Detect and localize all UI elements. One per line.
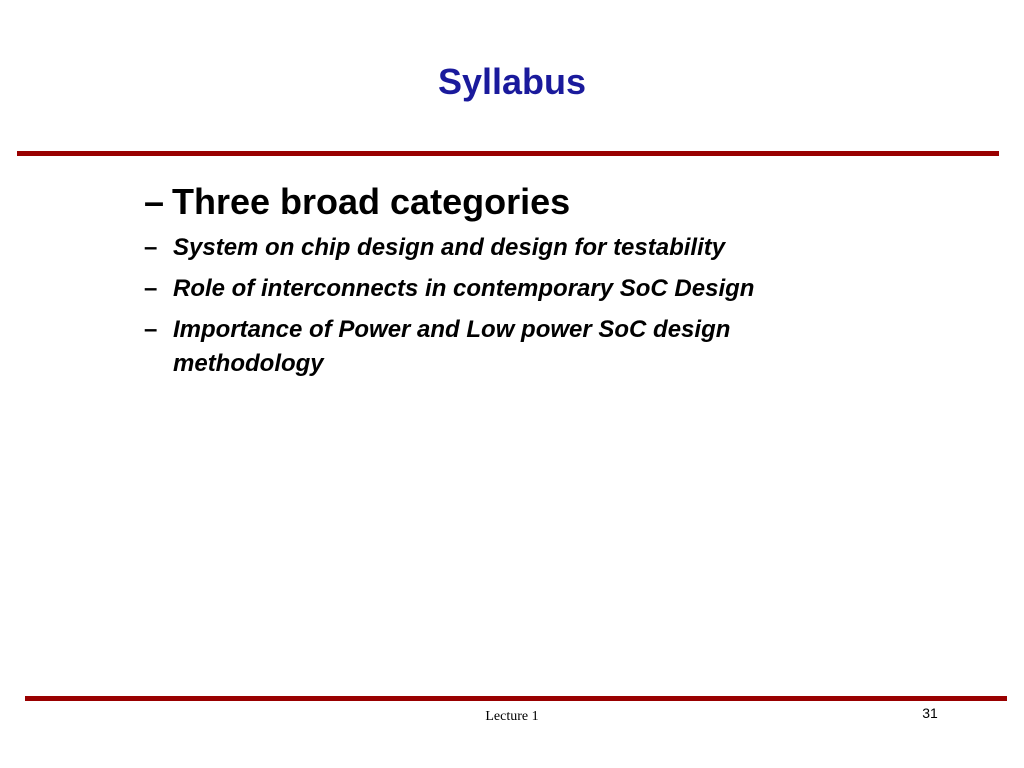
list-item-text: Role of interconnects in contemporary SoC Design xyxy=(173,275,755,302)
bullet-dash: – xyxy=(144,275,158,302)
bullet-dash: – xyxy=(144,316,158,343)
list-item-line: Importance of Power and Low power SoC design xyxy=(173,316,731,343)
bullet-dash: – xyxy=(144,181,165,222)
list-item-text: System on chip design and design for testability xyxy=(173,234,726,261)
list-item-line: methodology xyxy=(173,350,324,377)
slide-title: Syllabus xyxy=(437,61,587,102)
bottom-divider xyxy=(25,696,1007,701)
page-number: 31 xyxy=(922,705,938,721)
footer-label: Lecture 1 xyxy=(485,709,539,724)
list-item-text xyxy=(173,313,730,381)
heading-text: Three broad categories xyxy=(172,181,571,222)
bullet-dash: – xyxy=(144,234,158,261)
